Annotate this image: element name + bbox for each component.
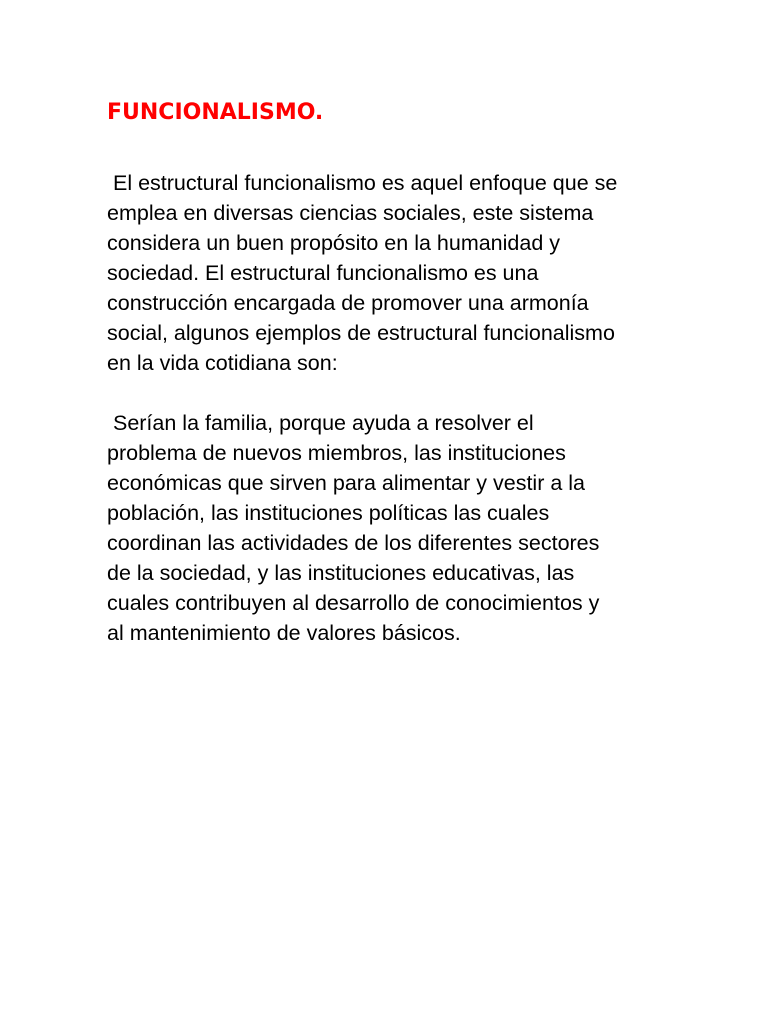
paragraph-2-line: coordinan las actividades de los diferentes sectores: [107, 531, 600, 555]
paragraph-2-line: problema de nuevos miembros, las instituciones: [107, 441, 566, 465]
paragraph-2-line: económicas que sirven para alimentar y vestir a la: [107, 471, 585, 495]
paragraph-1-line: emplea en diversas ciencias sociales, este sistema: [107, 201, 594, 225]
paragraph-spacer: [107, 378, 667, 408]
paragraph-1-line: considera un buen propósito en la humanidad y: [107, 231, 561, 255]
paragraph-2-line: población, las instituciones políticas las cuales: [107, 501, 550, 525]
paragraph-2-line: de la sociedad, y las instituciones educativas, las: [107, 561, 575, 585]
paragraph-2-line: Serían la familia, porque ayuda a resolver el: [107, 411, 534, 435]
document-body: [107, 168, 667, 648]
paragraph-1-line: El estructural funcionalismo es aquel enfoque que se: [107, 171, 618, 195]
paragraph-1-line: en la vida cotidiana son:: [107, 351, 338, 375]
paragraph-2-line: al mantenimiento de valores básicos.: [107, 621, 461, 645]
paragraph-1-line: sociedad. El estructural funcionalismo es una: [107, 261, 539, 285]
paragraph-1-line: social, algunos ejemplos de estructural funcionalismo: [107, 321, 615, 345]
paragraph-2-line: cuales contribuyen al desarrollo de conocimientos y: [107, 591, 600, 615]
paragraph-1-line: construcción encargada de promover una armonía: [107, 291, 589, 315]
document-title: FUNCIONALISMO.: [107, 100, 324, 125]
